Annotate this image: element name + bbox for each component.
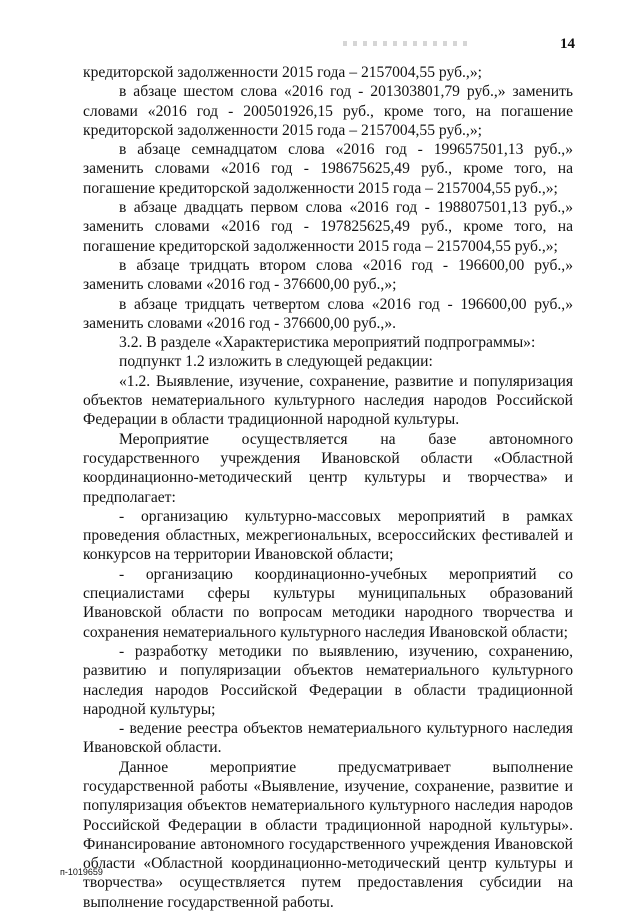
paragraph: «1.2. Выявление, изучение, сохранение, развитие и популяризация объектов нематериального культурного наследия народов Российской Федерации в области традиционной народной культуры.: [83, 372, 573, 429]
section-heading: 3.2. В разделе «Характеристика мероприятий подпрограммы»:: [119, 334, 536, 352]
list-item: - организацию культурно-массовых мероприятий в рамках проведения областных, межрегиональных, всероссийских фестивалей и конкурсов на территории Ивановской области;: [83, 507, 573, 564]
page-number: 14: [560, 36, 575, 52]
paragraph: в абзаце тридцать втором слова «2016 год - 196600,00 руб.,» заменить словами «2016 год - 376600,00 руб.,»;: [83, 256, 573, 294]
scan-artifact: [343, 41, 471, 46]
paragraph: подпункт 1.2 изложить в следующей редакции:: [119, 353, 433, 371]
paragraph: в абзаце шестом слова «2016 год - 201303801,79 руб.,» заменить словами «2016 год - 200501926,15 руб., кроме того, на погашение кредиторской задолженности 2015 года – 2157004,55 руб.,»;: [83, 83, 573, 139]
list-item: - организацию координационно-учебных мероприятий со специалистами сферы культуры муниципальных образований Ивановской области по вопросам методики народного творчества и сохранения нематериального культурного наследия Ивановской области;: [83, 565, 573, 641]
paragraph: Данное мероприятие предусматривает выполнение государственной работы «Выявление, изучение, сохранение, развитие и популяризация объектов нематериального культурного наследия народов Российской Федерации в области традиционной народной культуры». Финансирование автономного государственного учреждения Ивановской области «Областной координационно-методический центр культуры и творчества» осуществляется путем предоставления субсидии на выполнение государственной работы.: [83, 758, 573, 911]
list-item: - ведение реестра объектов нематериального культурного наследия Ивановской области.: [83, 720, 573, 757]
list-item: - разработку методики по выявлению, изучению, сохранению, развитию и популяризации объектов нематериального культурного наследия народов Российской Федерации в области традиционной народной культуры;: [83, 642, 573, 718]
document-body: [83, 63, 573, 912]
paragraph: в абзаце семнадцатом слова «2016 год - 199657501,13 руб.,» заменить словами «2016 год - 198675625,49 руб., кроме того, на погашение кредиторской задолженности 2015 года – 2157004,55 руб.,»;: [83, 141, 573, 197]
footer-code: п-1019659: [60, 867, 103, 877]
paragraph: Мероприятие осуществляется на базе автономного государственного учреждения Ивановской области «Областной координационно-методический центр культуры и творчества» и предполагает:: [83, 430, 573, 506]
paragraph: в абзаце тридцать четвертом слова «2016 год - 196600,00 руб.,» заменить словами «2016 год - 376600,00 руб.,».: [83, 295, 573, 332]
paragraph: кредиторской задолженности 2015 года – 2157004,55 руб.,»;: [83, 64, 482, 81]
paragraph: в абзаце двадцать первом слова «2016 год - 198807501,13 руб.,» заменить словами «2016 год - 197825625,49 руб., кроме того, на погашение кредиторской задолженности 2015 года – 2157004,55 руб.,»;: [83, 199, 573, 255]
